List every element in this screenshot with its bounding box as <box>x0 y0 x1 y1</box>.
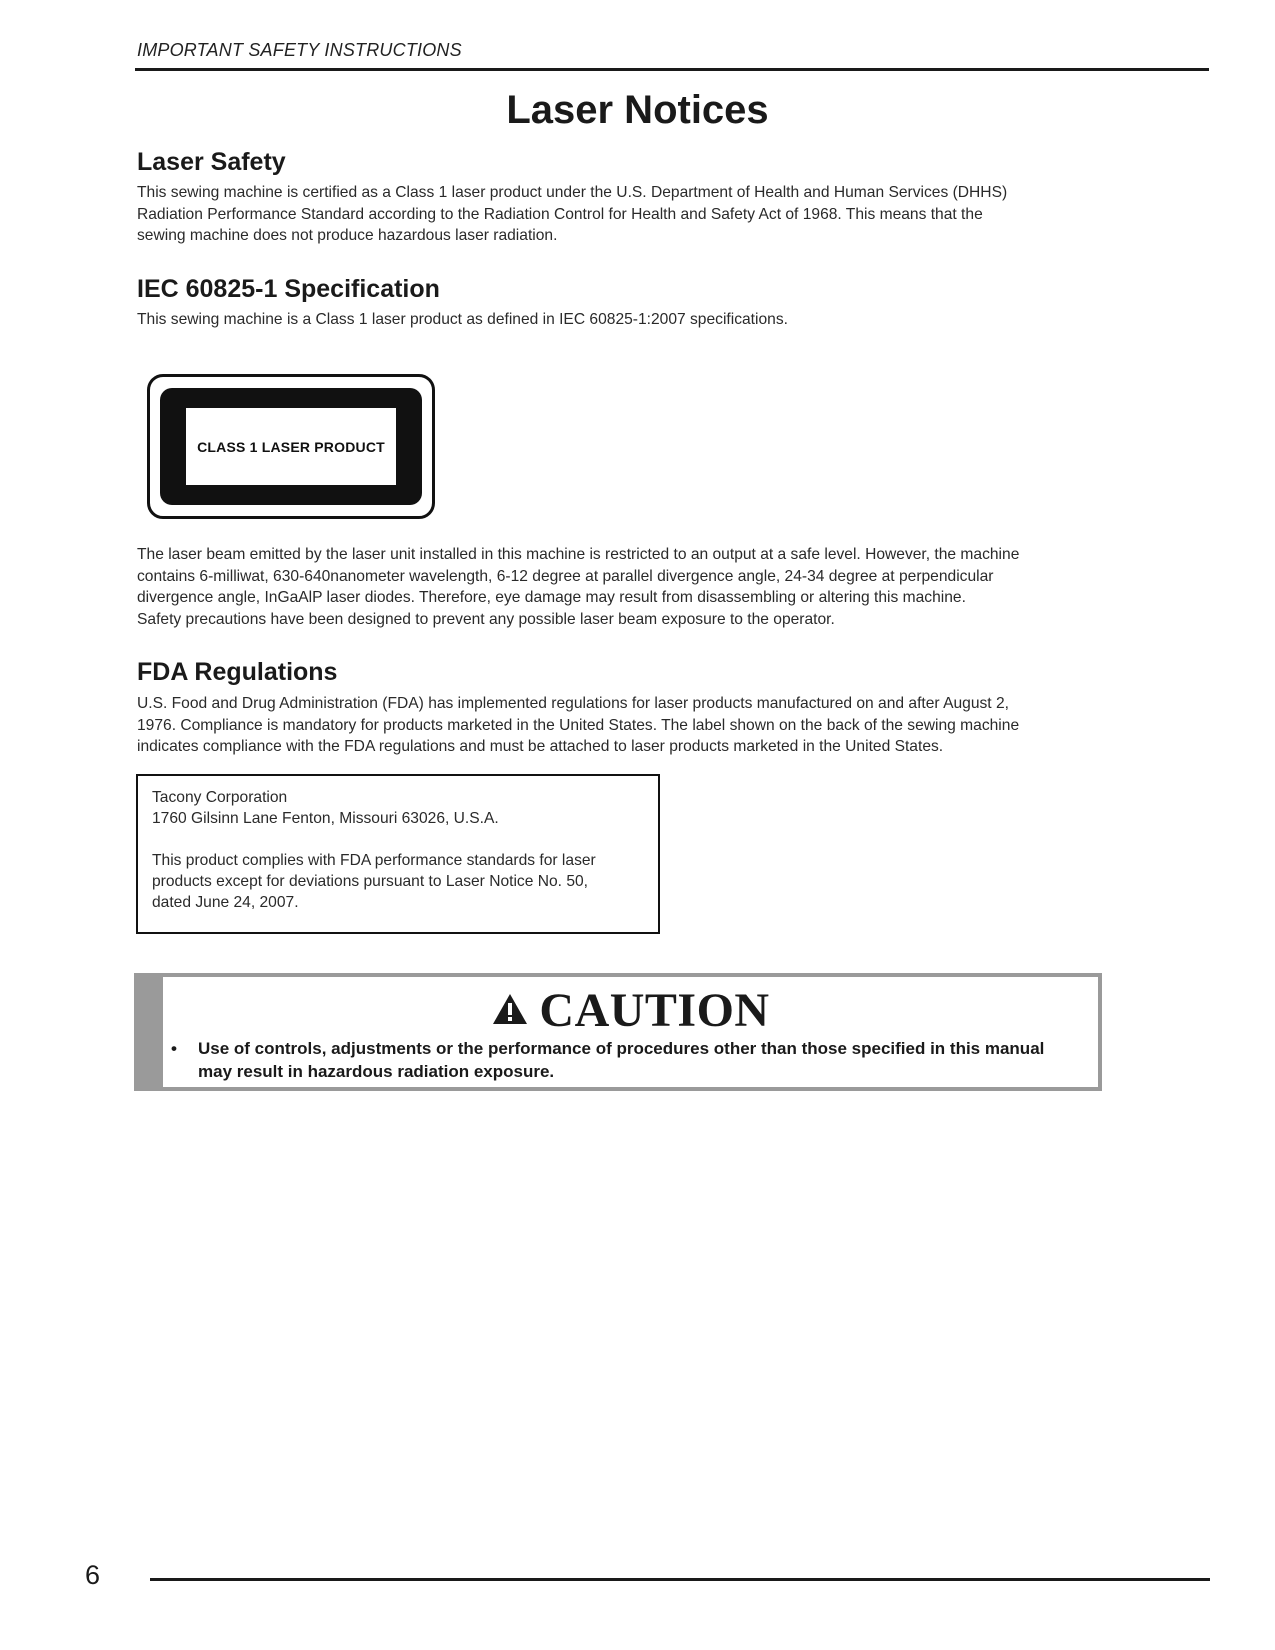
bullet: • <box>171 1039 177 1058</box>
compliance-line: This product complies with FDA performance standards for laser <box>152 852 596 869</box>
fda-paragraph <box>137 693 1137 758</box>
caution-label: CAUTION <box>539 984 770 1037</box>
caution-line: may result in hazardous radiation exposure. <box>198 1062 555 1081</box>
iec-spec-heading: IEC 60825-1 Specification <box>137 275 440 303</box>
page-number: 6 <box>85 1560 101 1590</box>
page-title: Laser Notices <box>506 88 769 132</box>
paragraph-line: Safety precautions have been designed to prevent any possible laser beam exposure to the operator. <box>137 610 835 628</box>
compliance-line: products except for deviations pursuant to Laser Notice No. 50, <box>152 873 589 890</box>
caution-title <box>163 983 1098 1042</box>
label-text: CLASS 1 LASER PRODUCT <box>197 438 385 455</box>
caution-line: Use of controls, adjustments or the performance of procedures other than those specified in this manual <box>198 1039 1045 1058</box>
paragraph-line: contains 6-milliwat, 630-640nanometer wavelength, 6-12 degree at parallel divergence angle, 24-34 degree at perpendicular <box>137 567 994 585</box>
warning-triangle-icon <box>491 983 529 1038</box>
compliance-line: dated June 24, 2007. <box>152 894 299 911</box>
fda-compliance-label-box <box>136 774 660 934</box>
laser-safety-paragraph <box>137 182 1137 247</box>
laser-safety-heading: Laser Safety <box>137 148 286 176</box>
paragraph-line: indicates compliance with the FDA regulations and must be attached to laser products marketed in the United States. <box>137 738 944 755</box>
header-divider <box>135 68 1209 71</box>
running-header: IMPORTANT SAFETY INSTRUCTIONS <box>137 40 462 60</box>
label-black-frame <box>160 388 422 505</box>
paragraph-line: sewing machine does not produce hazardous laser radiation. <box>137 227 558 244</box>
caution-message <box>198 1037 1098 1083</box>
class-1-laser-label <box>147 374 435 519</box>
caution-box <box>134 973 1102 1091</box>
company-address: 1760 Gilsinn Lane Fenton, Missouri 63026, U.S.A. <box>152 810 499 827</box>
paragraph-line: This sewing machine is certified as a Class 1 laser product under the U.S. Department of Health and Human Services (DHHS) <box>137 184 1008 201</box>
paragraph-line: Radiation Performance Standard according to the Radiation Control for Health and Safety Act of 1968. This means that the <box>137 205 983 223</box>
laser-beam-paragraph <box>137 544 1137 630</box>
paragraph-line: This sewing machine is a Class 1 laser product as defined in IEC 60825-1:2007 specifications. <box>137 311 788 328</box>
paragraph-line: 1976. Compliance is mandatory for products marketed in the United States. The label shown on the back of the sewing machine <box>137 716 1020 734</box>
footer-divider <box>150 1578 1210 1581</box>
fda-heading: FDA Regulations <box>137 658 338 686</box>
iec-spec-paragraph <box>137 309 1137 331</box>
paragraph-line: The laser beam emitted by the laser unit installed in this machine is restricted to an output at a safe level. However, the machine <box>137 546 1020 563</box>
label-white-panel <box>186 408 396 485</box>
caution-panel <box>163 977 1098 1087</box>
paragraph-line: U.S. Food and Drug Administration (FDA) has implemented regulations for laser products manufactured on and after August 2, <box>137 695 1009 712</box>
company-name: Tacony Corporation <box>152 789 288 806</box>
paragraph-line: divergence angle, InGaAlP laser diodes. Therefore, eye damage may result from disassembling or altering this machine. <box>137 589 966 606</box>
